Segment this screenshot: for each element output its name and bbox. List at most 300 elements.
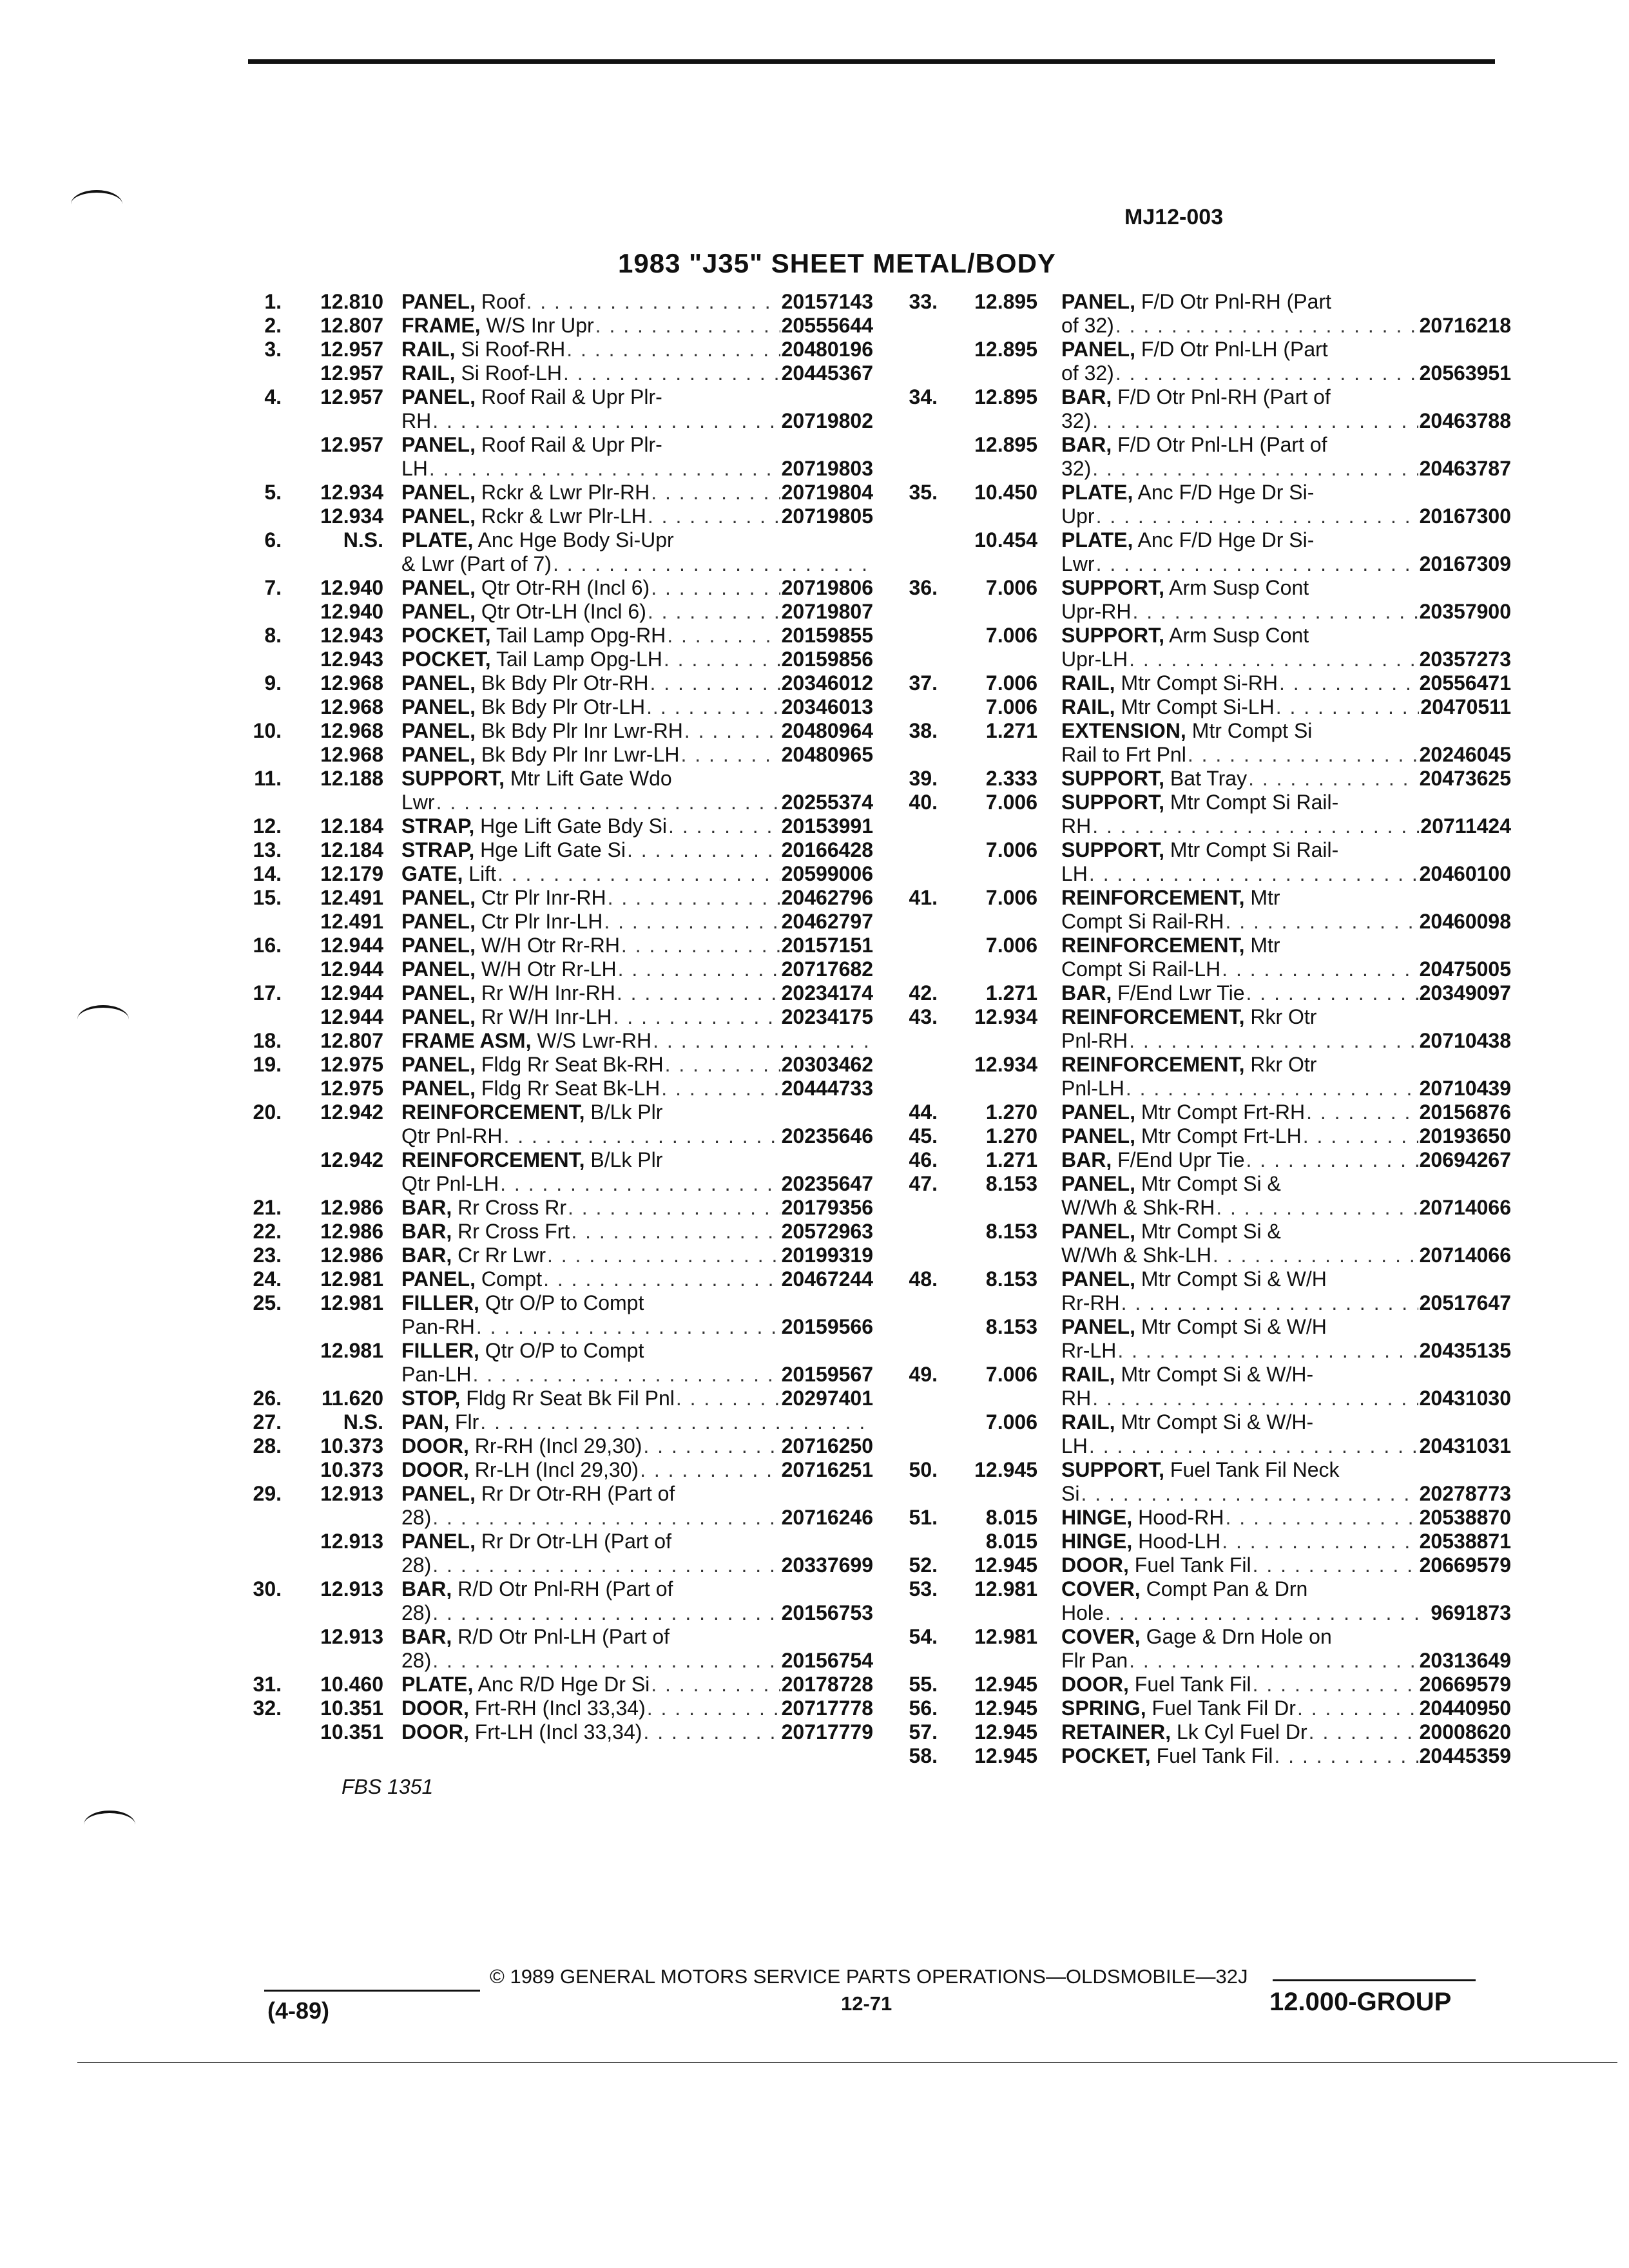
part-detail: Pnl-RH	[1061, 1029, 1128, 1052]
description-text	[1061, 934, 1280, 957]
item-number: 2.	[264, 314, 282, 337]
part-detail: Fuel Tank Fil Dr	[1146, 1696, 1296, 1720]
part-number: 20157143	[781, 290, 873, 313]
item-number: 16.	[253, 934, 282, 957]
description-line	[1061, 314, 1511, 338]
part-number: 20563951	[1419, 361, 1511, 385]
part-name: SUPPORT,	[1061, 1458, 1165, 1481]
part-entry	[886, 1148, 1511, 1172]
part-entry	[229, 1410, 873, 1434]
part-name: BAR,	[401, 1196, 452, 1219]
dot-leader	[553, 552, 872, 576]
description-text	[401, 886, 606, 910]
group-code: 12.945	[974, 1458, 1037, 1481]
description-text	[1061, 1196, 1215, 1220]
part-number: 20178728	[781, 1673, 873, 1696]
part-number: 20167309	[1419, 552, 1511, 575]
group-code: 7.006	[985, 1363, 1037, 1386]
part-name: BAR,	[1061, 981, 1112, 1004]
group-code: 12.184	[320, 814, 383, 838]
description-text	[401, 838, 626, 862]
part-description	[1061, 1124, 1511, 1148]
part-name: PANEL,	[401, 981, 476, 1004]
part-description	[1061, 1363, 1511, 1410]
group-code: 12.981	[320, 1339, 383, 1362]
part-detail: Qtr O/P to Compt	[479, 1339, 644, 1362]
part-description	[1061, 1172, 1511, 1220]
part-name: REINFORCEMENT,	[401, 1100, 585, 1124]
part-name: BAR,	[1061, 385, 1112, 408]
part-detail: Mtr	[1244, 886, 1280, 909]
dot-leader	[566, 338, 780, 361]
dot-leader	[627, 838, 780, 862]
item-number: 17.	[253, 981, 282, 1004]
item-number: 1.	[264, 290, 282, 313]
part-description	[1061, 934, 1511, 981]
part-description	[1061, 1506, 1511, 1530]
part-entry	[229, 1482, 873, 1530]
footer-copyright: © 1989 GENERAL MOTORS SERVICE PARTS OPERATIONS—OLDSMOBILE—32J	[490, 1965, 1248, 1988]
part-detail: W/S Lwr-RH	[531, 1029, 652, 1052]
description-line	[401, 1220, 873, 1244]
description-text	[401, 290, 525, 314]
group-code: 12.975	[320, 1077, 383, 1100]
part-name: PANEL,	[401, 1005, 476, 1028]
part-detail: W/Wh & Shk-RH	[1061, 1196, 1215, 1219]
group-code: 12.807	[320, 1029, 383, 1052]
description-line	[401, 552, 873, 576]
dot-leader	[604, 910, 780, 934]
part-description	[401, 862, 873, 886]
part-description	[1061, 719, 1511, 767]
item-number: 12.	[253, 814, 282, 838]
part-detail: LH	[1061, 1434, 1088, 1457]
part-entry	[886, 1530, 1511, 1553]
part-number: 20255374	[781, 791, 873, 814]
group-code: 8.153	[985, 1220, 1037, 1243]
part-description	[401, 1077, 873, 1100]
group-code: 12.943	[320, 624, 383, 647]
part-number: 20156754	[781, 1649, 873, 1672]
part-entry	[886, 934, 1511, 981]
description-text	[1061, 1649, 1128, 1673]
part-description	[1061, 1577, 1511, 1625]
part-name: RAIL,	[401, 338, 456, 361]
part-number: 20460098	[1419, 910, 1511, 933]
description-text	[401, 648, 662, 671]
part-entry	[886, 671, 1511, 695]
description-text	[1061, 1077, 1124, 1100]
part-description	[1061, 1410, 1511, 1458]
dot-leader	[680, 743, 780, 767]
description-text	[401, 1029, 651, 1053]
part-description	[1061, 433, 1511, 481]
part-entry	[229, 1577, 873, 1625]
group-code: 12.913	[320, 1482, 383, 1505]
description-text	[1061, 814, 1091, 838]
part-name: SUPPORT,	[1061, 624, 1165, 647]
part-detail: Mtr Compt Si Rail-	[1164, 791, 1339, 814]
dot-leader	[595, 314, 780, 338]
part-entry	[229, 648, 873, 671]
part-entry	[886, 1506, 1511, 1530]
part-name: PANEL,	[1061, 1315, 1135, 1338]
description-line	[401, 957, 873, 981]
item-number: 40.	[909, 791, 938, 814]
part-name: PANEL,	[401, 600, 476, 623]
description-text	[401, 1720, 642, 1744]
description-text	[1061, 1673, 1251, 1696]
part-name: PLATE,	[401, 1673, 474, 1696]
part-detail: Rr Dr Otr-LH (Part of	[475, 1530, 671, 1553]
group-code: 1.271	[985, 719, 1037, 742]
description-text	[401, 385, 662, 409]
dot-leader	[646, 695, 780, 719]
part-name: PANEL,	[1061, 1100, 1135, 1124]
part-number: 20313649	[1419, 1649, 1511, 1672]
item-number: 7.	[264, 576, 282, 599]
part-detail: Qtr Otr-RH (Incl 6)	[475, 576, 650, 599]
part-detail: Fldg Rr Seat Bk Fil Pnl	[460, 1387, 675, 1410]
description-line	[1061, 862, 1511, 886]
dot-leader	[640, 1458, 780, 1482]
description-text	[1061, 1553, 1251, 1577]
dot-leader	[647, 1696, 780, 1720]
part-detail: Qtr Otr-LH (Incl 6)	[475, 600, 646, 623]
fbs-note: FBS 1351	[342, 1775, 434, 1798]
part-detail: W/H Otr Rr-RH	[475, 934, 620, 957]
description-line	[401, 838, 873, 862]
description-text	[401, 910, 602, 934]
item-number: 47.	[909, 1172, 938, 1195]
dot-leader	[653, 1029, 872, 1053]
dot-leader	[432, 1553, 780, 1577]
part-description	[1061, 338, 1511, 385]
description-text	[1061, 1029, 1128, 1053]
item-number: 49.	[909, 1363, 938, 1386]
description-line	[401, 1339, 873, 1363]
part-entry	[886, 1720, 1511, 1744]
part-detail: Si	[1061, 1482, 1080, 1505]
part-detail: F/D Otr Pnl-RH (Part of	[1112, 385, 1331, 408]
part-number: 20435135	[1419, 1339, 1511, 1362]
part-name: PANEL,	[401, 934, 476, 957]
description-text	[1061, 648, 1128, 671]
description-line	[1061, 1315, 1511, 1339]
part-detail: of 32)	[1061, 314, 1114, 337]
part-description	[401, 338, 873, 361]
part-entry	[229, 886, 873, 910]
group-code: 12.986	[320, 1220, 383, 1243]
description-text	[401, 624, 666, 648]
group-code: 12.943	[320, 648, 383, 671]
punch-mark	[71, 190, 122, 218]
part-entry	[229, 624, 873, 648]
item-number: 52.	[909, 1553, 938, 1577]
part-number: 20669579	[1419, 1673, 1511, 1696]
part-entry	[229, 481, 873, 505]
dot-leader	[571, 1220, 780, 1244]
part-description	[401, 1267, 873, 1291]
dot-leader	[668, 814, 780, 838]
item-number: 39.	[909, 767, 938, 790]
item-number: 55.	[909, 1673, 938, 1696]
part-entry	[229, 1148, 873, 1196]
dot-leader	[1226, 1506, 1418, 1530]
item-number: 36.	[909, 576, 938, 599]
part-number: 20234174	[781, 981, 873, 1004]
group-code: 12.913	[320, 1625, 383, 1648]
part-entry	[229, 1434, 873, 1458]
part-name: DOOR,	[401, 1720, 469, 1744]
description-line	[401, 1267, 873, 1291]
description-text	[401, 1530, 671, 1553]
group-code: 12.895	[974, 290, 1037, 313]
description-line	[401, 361, 873, 385]
description-text	[401, 862, 496, 886]
description-line	[1061, 1530, 1511, 1553]
item-number: 6.	[264, 528, 282, 552]
group-code: 8.015	[985, 1506, 1037, 1529]
footer-date: (4-89)	[267, 1997, 330, 2024]
description-text	[401, 814, 667, 838]
part-detail: B/Lk Plr	[584, 1148, 663, 1171]
description-line	[1061, 1244, 1511, 1267]
part-detail: Mtr Compt Si-RH	[1115, 671, 1278, 695]
description-line	[401, 385, 873, 409]
group-code: 12.942	[320, 1100, 383, 1124]
description-line	[1061, 886, 1511, 910]
description-text	[1061, 743, 1186, 767]
part-entry	[229, 957, 873, 981]
part-number: 20159567	[781, 1363, 873, 1386]
description-line	[401, 1577, 873, 1601]
part-name: SUPPORT,	[1061, 838, 1165, 861]
description-line	[401, 1077, 873, 1100]
description-line	[401, 409, 873, 433]
part-entry	[229, 1673, 873, 1696]
part-detail: Mtr	[1244, 934, 1280, 957]
part-name: PANEL,	[1061, 290, 1135, 313]
part-name: DOOR,	[401, 1458, 469, 1481]
part-number: 20717779	[781, 1720, 873, 1744]
part-entry	[229, 1196, 873, 1220]
part-entry	[229, 1291, 873, 1339]
part-name: BAR,	[401, 1244, 452, 1267]
part-number: 20357273	[1419, 648, 1511, 671]
description-text	[1061, 1696, 1296, 1720]
item-number: 25.	[253, 1291, 282, 1314]
part-number: 20278773	[1419, 1482, 1511, 1505]
description-text	[1061, 695, 1275, 719]
part-number: 20470511	[1420, 695, 1511, 718]
part-detail: Rr-RH	[1061, 1291, 1120, 1314]
part-detail: Roof Rail & Upr Plr-	[475, 433, 662, 456]
group-code: 8.153	[985, 1267, 1037, 1291]
dot-leader	[643, 1720, 780, 1744]
group-code: 12.968	[320, 671, 383, 695]
part-name: FILLER,	[401, 1339, 479, 1362]
description-line	[401, 1124, 873, 1148]
part-detail: Roof	[475, 290, 525, 313]
dot-leader	[664, 648, 780, 671]
part-description	[401, 1196, 873, 1220]
part-detail: Lk Cyl Fuel Dr	[1171, 1720, 1307, 1744]
dot-leader	[1129, 1029, 1418, 1053]
part-entry	[886, 338, 1511, 385]
part-name: FRAME ASM,	[401, 1029, 532, 1052]
part-description	[401, 1458, 873, 1482]
dot-leader	[1132, 600, 1418, 624]
part-detail: RH	[401, 409, 432, 432]
part-detail: Frt-RH (Incl 33,34)	[468, 1696, 646, 1720]
part-entry	[229, 1458, 873, 1482]
description-text	[401, 1363, 472, 1387]
description-text	[1061, 1339, 1116, 1363]
part-entry	[229, 767, 873, 814]
description-text	[401, 457, 428, 481]
part-description	[401, 719, 873, 743]
description-line	[401, 862, 873, 886]
description-text	[1061, 1387, 1091, 1410]
dot-leader	[543, 1267, 780, 1291]
description-line	[401, 1720, 873, 1744]
description-text	[401, 1196, 566, 1220]
part-number: 20719803	[781, 457, 873, 480]
part-name: PANEL,	[401, 505, 476, 528]
group-code: 12.945	[974, 1744, 1037, 1767]
description-text	[401, 1291, 644, 1315]
dot-leader	[432, 409, 780, 433]
dot-leader	[1105, 1601, 1430, 1625]
part-number: 20710438	[1419, 1029, 1511, 1052]
part-entry	[886, 719, 1511, 767]
group-code: 12.944	[320, 934, 383, 957]
description-text	[401, 505, 646, 528]
part-number: 20460100	[1419, 862, 1511, 885]
description-line	[401, 1601, 873, 1625]
part-detail: Bk Bdy Plr Otr-RH	[475, 671, 649, 695]
part-entry	[886, 1577, 1511, 1625]
description-text	[1061, 1244, 1211, 1267]
description-text	[401, 1267, 542, 1291]
part-name: PANEL,	[401, 1053, 476, 1076]
description-text	[1061, 1530, 1220, 1553]
description-line	[1061, 719, 1511, 743]
part-name: BAR,	[401, 1220, 452, 1243]
part-detail: W/Wh & Shk-LH	[1061, 1244, 1211, 1267]
part-name: STOP,	[401, 1387, 461, 1410]
part-entry	[886, 1053, 1511, 1100]
group-code: 12.940	[320, 600, 383, 623]
part-name: PANEL,	[401, 1077, 476, 1100]
description-text	[401, 1577, 673, 1601]
part-detail: Rkr Otr	[1244, 1005, 1317, 1028]
dot-leader	[1115, 314, 1418, 338]
description-line	[1061, 433, 1511, 457]
part-detail: Arm Susp Cont	[1164, 624, 1309, 647]
part-description	[1061, 886, 1511, 934]
dot-leader	[526, 290, 780, 314]
part-description	[1061, 1696, 1511, 1720]
description-line	[401, 910, 873, 934]
part-detail: Rckr & Lwr Plr-LH	[475, 505, 646, 528]
part-number: 20431031	[1419, 1434, 1511, 1457]
part-number: 20431030	[1419, 1387, 1511, 1410]
group-code: 12.957	[320, 361, 383, 385]
part-detail: Rr-LH (Incl 29,30)	[468, 1458, 639, 1481]
group-code: 12.986	[320, 1196, 383, 1219]
dot-leader	[563, 361, 780, 385]
dot-leader	[1129, 648, 1418, 671]
description-line	[401, 886, 873, 910]
part-name: STRAP,	[401, 814, 475, 838]
dot-leader	[1276, 695, 1420, 719]
part-name: PANEL,	[401, 671, 476, 695]
description-text	[401, 1458, 639, 1482]
description-line	[1061, 624, 1511, 648]
dot-leader	[676, 1387, 780, 1410]
dot-leader	[1303, 1124, 1418, 1148]
group-code: 12.957	[320, 338, 383, 361]
dot-leader	[500, 1172, 780, 1196]
description-text	[401, 1434, 642, 1458]
part-entry	[886, 981, 1511, 1005]
part-number: 20462797	[781, 910, 873, 933]
description-line	[401, 1029, 873, 1053]
group-code: 12.895	[974, 338, 1037, 361]
description-line	[1061, 957, 1511, 981]
part-number: 20475005	[1419, 957, 1511, 981]
description-line	[1061, 1363, 1511, 1387]
part-entry	[229, 1530, 873, 1577]
group-code: 10.373	[320, 1458, 383, 1481]
part-name: BAR,	[1061, 1148, 1112, 1171]
part-name: REINFORCEMENT,	[401, 1148, 585, 1171]
description-line	[401, 505, 873, 528]
part-name: POCKET,	[401, 648, 491, 671]
part-name: PAN,	[401, 1410, 450, 1434]
description-text	[1061, 957, 1220, 981]
description-line	[1061, 814, 1511, 838]
part-number: 20719807	[781, 600, 873, 623]
part-name: SUPPORT,	[1061, 576, 1165, 599]
part-detail: Anc Hge Body Si-Upr	[473, 528, 674, 552]
description-line	[401, 1363, 873, 1387]
item-number: 13.	[253, 838, 282, 861]
description-line	[401, 791, 873, 814]
part-name: PANEL,	[401, 957, 476, 981]
part-detail: Upr-LH	[1061, 648, 1128, 671]
part-name: PANEL,	[401, 695, 476, 718]
part-number: 20714066	[1419, 1244, 1511, 1267]
description-line	[1061, 1029, 1511, 1053]
part-entry	[229, 505, 873, 528]
dot-leader	[650, 671, 780, 695]
description-text	[1061, 862, 1088, 886]
part-entry	[229, 290, 873, 314]
description-text	[1061, 409, 1091, 433]
part-description	[1061, 1553, 1511, 1577]
part-number: 20462796	[781, 886, 873, 909]
part-detail: Tail Lamp Opg-RH	[490, 624, 666, 647]
part-name: HINGE,	[1061, 1530, 1133, 1553]
part-description	[401, 934, 873, 957]
dot-leader	[1096, 505, 1418, 528]
description-line	[1061, 1172, 1511, 1196]
group-code: 12.940	[320, 576, 383, 599]
group-code: 10.351	[320, 1696, 383, 1720]
